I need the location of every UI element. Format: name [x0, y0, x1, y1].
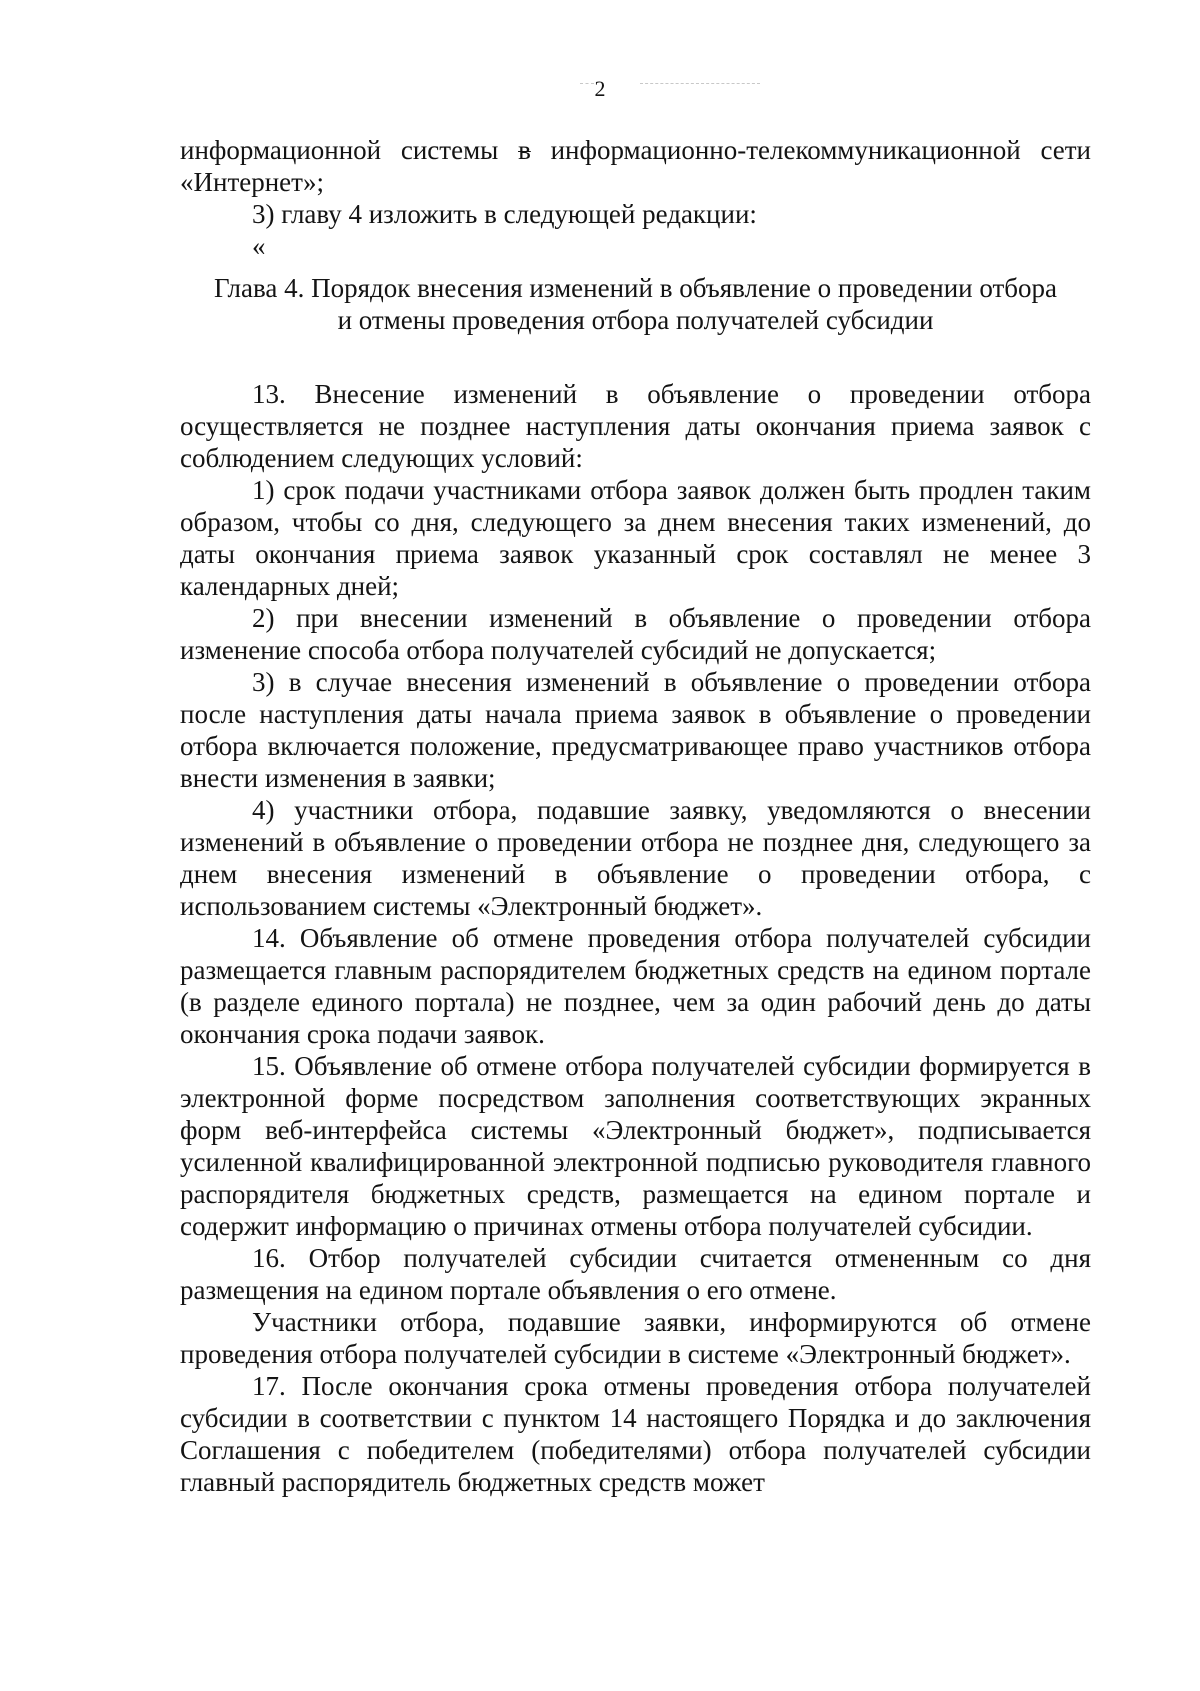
- chapter-title-line-1: Глава 4. Порядок внесения изменений в объявление о проведении отбора: [213, 273, 1058, 303]
- clause-16-paragraph-2: Участники отбора, подавшие заявки, информируются об отмене проведения отбора получателей субсидии в системе «Электронный бюджет».: [180, 1307, 1091, 1369]
- struck-text: в: [518, 135, 531, 165]
- text-span: информационной системы: [180, 135, 519, 165]
- chapter-title-line-2: и отмены проведения отбора получателей субсидии: [337, 305, 934, 335]
- clause-13: 13. Внесение изменений в объявление о проведении отбора осуществляется не позднее наступления даты окончания приема заявок с соблюдением следующих условий:: [180, 379, 1091, 473]
- document-body: [180, 134, 1091, 1498]
- spacer: [180, 336, 1091, 378]
- page-number: 2: [594, 76, 606, 101]
- clause-13-subitem-4: 4) участники отбора, подавшие заявку, уведомляются о внесении изменений в объявление о проведении отбора не позднее дня, следующего за днем внесения изменений в объявление о проведении отбора, с использованием системы «Электронный бюджет».: [180, 795, 1091, 921]
- clause-13-subitem-2: 2) при внесении изменений в объявление о проведении отбора изменение способа отбора получателей субсидий не допускается;: [180, 603, 1091, 665]
- opening-quote: «: [252, 231, 266, 261]
- text-span: информационно-телекоммуникационной сети «Интернет»;: [180, 135, 1092, 197]
- clause-13-subitem-3: 3) в случае внесения изменений в объявление о проведении отбора после наступления даты начала приема заявок в объявление о проведении отбора включается положение, предусматривающее право участников отбора внести изменения в заявки;: [180, 667, 1091, 793]
- clause-14: 14. Объявление об отмене проведения отбора получателей субсидии размещается главным распорядителем бюджетных средств на едином портале (в разделе единого портала) не позднее, чем за один рабочий день до даты окончания срока подачи заявок.: [180, 923, 1091, 1049]
- chapter-title: [180, 272, 1091, 336]
- paragraph-continuation: [180, 134, 1091, 198]
- amendment-instruction: 3) главу 4 изложить в следующей редакции:: [252, 199, 757, 229]
- clause-16: 16. Отбор получателей субсидии считается отмененным со дня размещения на едином портале объявления о его отмене.: [180, 1243, 1091, 1305]
- clause-15: 15. Объявление об отмене отбора получателей субсидии формируется в электронной форме посредством заполнения соответствующих экранных форм веб-интерфейса системы «Электронный бюджет», подписывается усиленной квалифицированной электронной подписью руководителя главного распорядителя бюджетных средств, размещается на едином портале и содержит информацию о причинах отмены отбора получателей субсидии.: [180, 1051, 1091, 1241]
- clause-17: 17. После окончания срока отмены проведения отбора получателей субсидии в соответствии с пунктом 14 настоящего Порядка и до заключения Соглашения с победителем (победителями) отбора получателей субсидии главный распорядитель бюджетных средств может: [180, 1371, 1091, 1497]
- clause-13-subitem-1: 1) срок подачи участниками отбора заявок должен быть продлен таким образом, чтобы со дня, следующего за днем внесения таких изменений, до даты окончания приема заявок указанный срок составлял не менее 3 календарных дней;: [180, 475, 1091, 601]
